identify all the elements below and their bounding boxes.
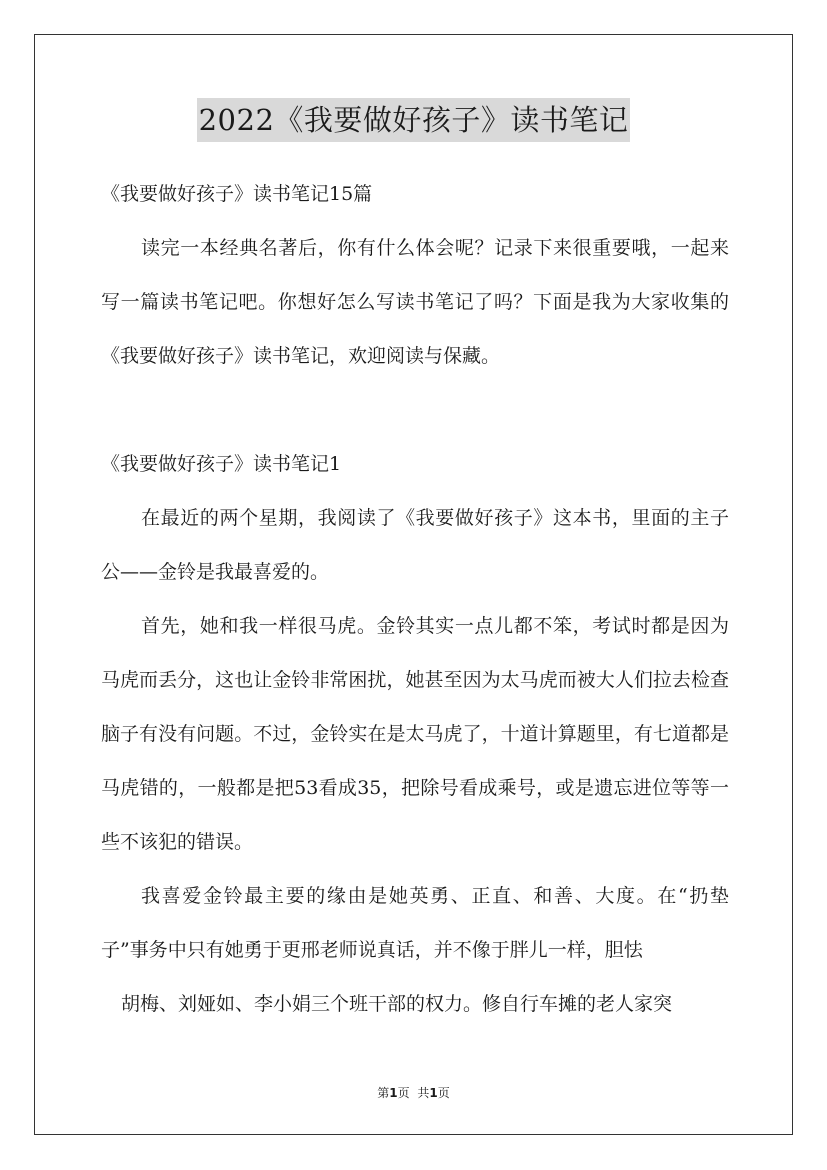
section-gap <box>101 383 729 437</box>
page-footer <box>0 1084 827 1101</box>
document-subtitle: 《我要做好孩子》读书笔记15篇 <box>101 183 373 205</box>
intro-paragraph: 读完一本经典名著后，你有什么体会呢？记录下来很重要哦，一起来写一篇读书笔记吧。你想好怎么写读书笔记了吗？下面是我为大家收集的《我要做好孩子》读书笔记，欢迎阅读与保藏。 <box>101 237 729 367</box>
page-total: 1 <box>429 1086 438 1100</box>
total-suffix: 页 <box>437 1086 450 1100</box>
body-paragraph-1: 在最近的两个星期，我阅读了《我要做好孩子》这本书，里面的主子公——金铃是我最喜爱的。 <box>101 507 729 583</box>
page-prefix: 第 <box>377 1086 390 1100</box>
body-paragraph-continuation: 胡梅、刘娅如、李小娟三个班干部的权力。修自行车摊的老人家突 <box>121 993 673 1015</box>
section-heading: 《我要做好孩子》读书笔记1 <box>101 453 342 475</box>
body-paragraph-3: 我喜爱金铃最主要的缘由是她英勇、正直、和善、大度。在“扔垫子”事务中只有她勇于更邢老师说真话，并不像于胖儿一样，胆怯 <box>101 885 729 961</box>
page-suffix: 页 <box>397 1086 410 1100</box>
total-prefix: 共 <box>417 1086 430 1100</box>
page-current: 1 <box>389 1086 398 1100</box>
document-body <box>101 167 729 1031</box>
title-container <box>0 98 827 142</box>
document-title: 2022《我要做好孩子》读书笔记 <box>197 98 631 142</box>
body-paragraph-2: 首先，她和我一样很马虎。金铃其实一点儿都不笨，考试时都是因为马虎而丢分，这也让金铃非常困扰，她甚至因为太马虎而被大人们拉去检查脑子有没有问题。不过，金铃实在是太马虎了，十道计算题里，有七道都是马虎错的，一般都是把53看成35，把除号看成乘号，或是遗忘进位等等一些不该犯的错误。 <box>101 615 729 853</box>
